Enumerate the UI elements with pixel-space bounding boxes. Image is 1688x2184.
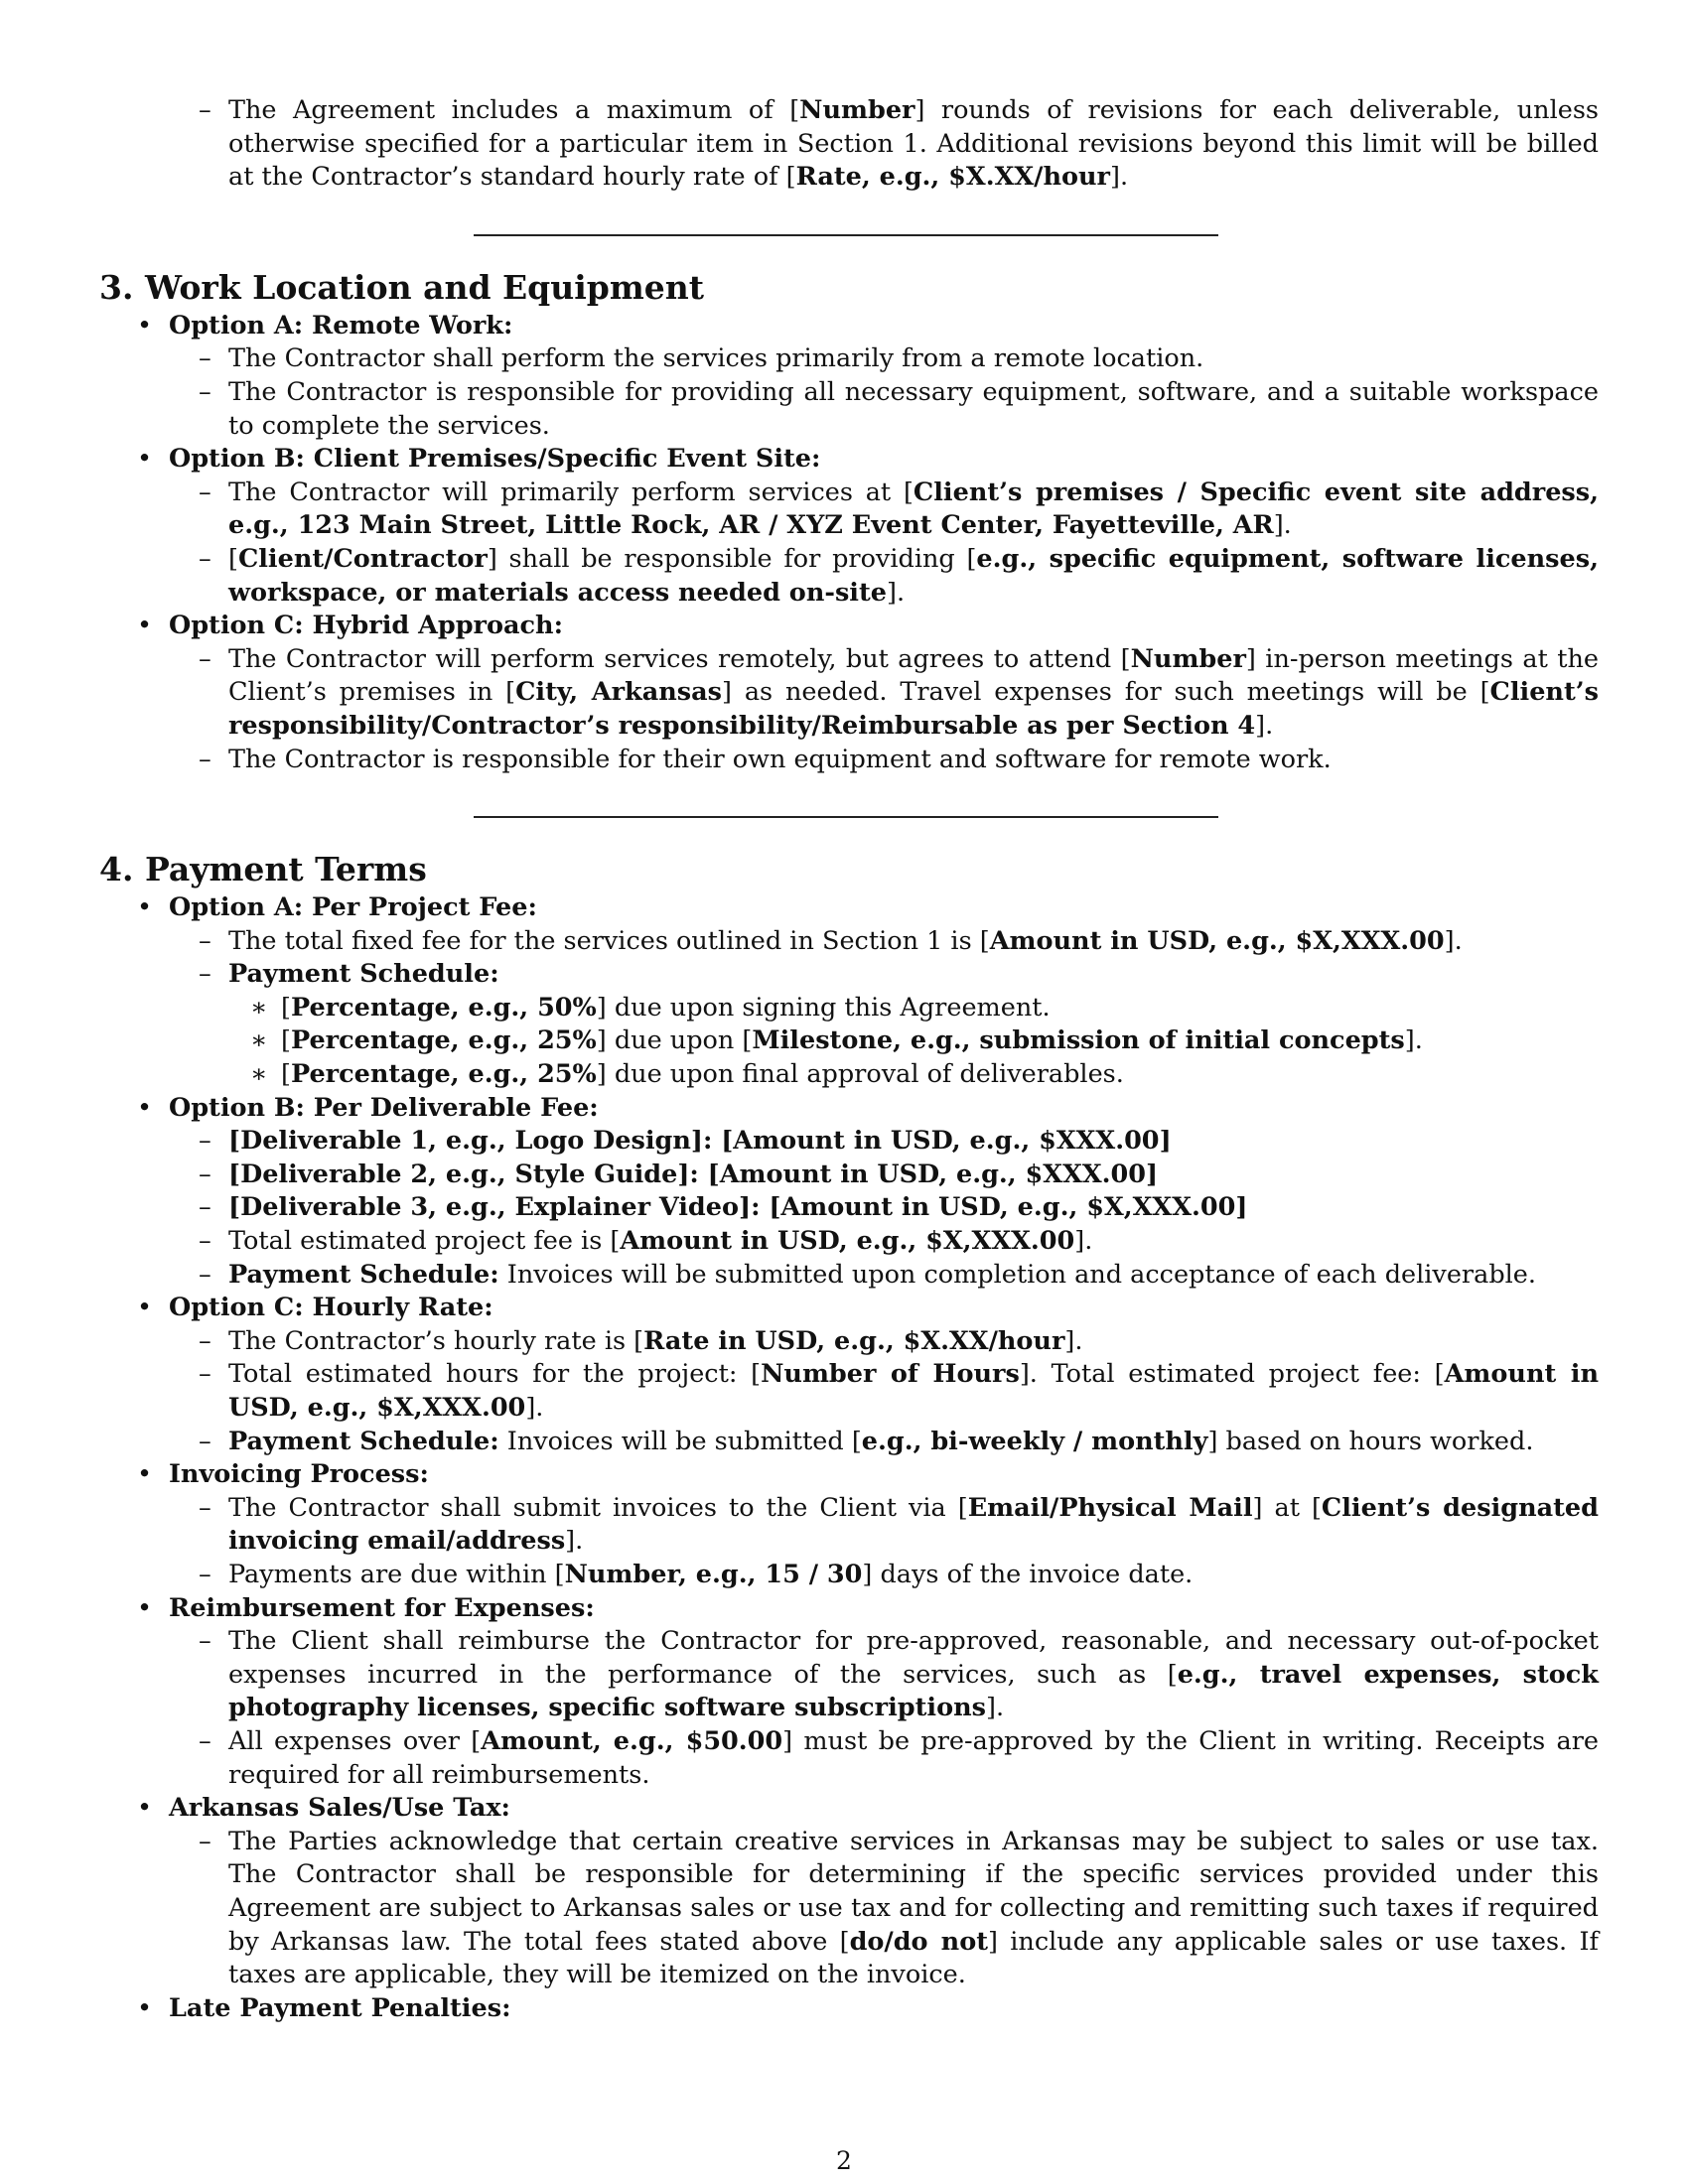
schedule-item: ∗ [Percentage, e.g., 25%] due upon [Milestone, e.g., submission of initial concepts]. [99, 1024, 1599, 1058]
reimbursement-expenses: • Reimbursement for Expenses: [99, 1592, 1599, 1626]
payment-schedule-label: – Payment Schedule: [99, 958, 1599, 992]
list-item: – Payment Schedule: Invoices will be submitted [e.g., bi-weekly / monthly] based on hours worked. [99, 1426, 1599, 1459]
list-item: – The Contractor will primarily perform services at [Client’s premises / Specific event site address, e.g., 123 Main Street, Little Rock, AR / XYZ Event Center, Fayetteville, AR]. [99, 477, 1599, 543]
option-c-hourly: • Option C: Hourly Rate: [99, 1292, 1599, 1325]
list-item: – [Client/Contractor] shall be responsible for providing [e.g., specific equipment, software licenses, workspace, or materials access needed on-site]. [99, 543, 1599, 610]
list-item: – The Contractor shall perform the services primarily from a remote location. [99, 342, 1599, 376]
late-payment-penalties: • Late Payment Penalties: [99, 1992, 1599, 2026]
list-item: – Total estimated project fee is [Amount in USD, e.g., $X,XXX.00]. [99, 1225, 1599, 1259]
list-item: – Payment Schedule: Invoices will be submitted upon completion and acceptance of each deliverable. [99, 1259, 1599, 1293]
option-a-per-project: • Option A: Per Project Fee: [99, 891, 1599, 925]
deliverable-item: – [Deliverable 1, e.g., Logo Design]: [Amount in USD, e.g., $XXX.00] [99, 1125, 1599, 1159]
section-3-heading: 3. Work Location and Equipment [99, 267, 704, 307]
list-item: – The total fixed fee for the services outlined in Section 1 is [Amount in USD, e.g., $X,XXX.00]. [99, 925, 1599, 959]
list-item: – The Client shall reimburse the Contractor for pre-approved, reasonable, and necessary out-of-pocket expenses incurred in the performance of the services, such as [e.g., travel expenses, stock photography licenses, specific software subscriptions]. [99, 1625, 1599, 1725]
invoicing-process: • Invoicing Process: [99, 1458, 1599, 1492]
section-4-heading: 4. Payment Terms [99, 850, 427, 889]
list-item: – The Contractor is responsible for their own equipment and software for remote work. [99, 744, 1599, 777]
list-item: – Payments are due within [Number, e.g., 15 / 30] days of the invoice date. [99, 1559, 1599, 1592]
page-number: 2 [836, 2146, 852, 2175]
schedule-item: ∗ [Percentage, e.g., 50%] due upon signing this Agreement. [99, 992, 1599, 1025]
option-b-client-premises: • Option B: Client Premises/Specific Event Site: [99, 443, 1599, 477]
schedule-item: ∗ [Percentage, e.g., 25%] due upon final approval of deliverables. [99, 1058, 1599, 1092]
option-b-per-deliverable: • Option B: Per Deliverable Fee: [99, 1092, 1599, 1126]
option-c-hybrid: • Option C: Hybrid Approach: [99, 610, 1599, 643]
deliverable-item: – [Deliverable 2, e.g., Style Guide]: [Amount in USD, e.g., $XXX.00] [99, 1159, 1599, 1192]
list-item: – All expenses over [Amount, e.g., $50.00] must be pre-approved by the Client in writing. Receipts are required for all reimbursements. [99, 1725, 1599, 1792]
list-item: – The Parties acknowledge that certain creative services in Arkansas may be subject to sales or use tax. The Contractor shall be responsible for determining if the specific services provided under this Agreement are subject to Arkansas sales or use tax and for collecting and remitting such taxes if required by Arkansas law. The total fees stated above [do/do not] include any applicable sales or use taxes. If taxes are applicable, they will be itemized on the invoice. [99, 1826, 1599, 1992]
list-item: – The Contractor will perform services remotely, but agrees to attend [Number] in-person meetings at the Client’s premises in [City, Arkansas] as needed. Travel expenses for such meetings will be [Client’s responsibility/Contractor’s responsibility/Reimbursable as per Section 4]. [99, 643, 1599, 744]
option-a-remote: • Option A: Remote Work: [99, 310, 1599, 343]
list-item: – The Contractor shall submit invoices to the Client via [Email/Physical Mail] at [Client’s designated invoicing email/address]. [99, 1492, 1599, 1559]
list-item: – The Contractor is responsible for providing all necessary equipment, software, and a suitable workspace to complete the services. [99, 376, 1599, 443]
page-content [99, 94, 1599, 2025]
arkansas-sales-tax: • Arkansas Sales/Use Tax: [99, 1792, 1599, 1826]
deliverable-item: – [Deliverable 3, e.g., Explainer Video]: [Amount in USD, e.g., $X,XXX.00] [99, 1191, 1599, 1225]
list-item: – The Contractor’s hourly rate is [Rate in USD, e.g., $X.XX/hour]. [99, 1325, 1599, 1359]
list-item: – Total estimated hours for the project: [Number of Hours]. Total estimated project fee: [Amount in USD, e.g., $X,XXX.00]. [99, 1358, 1599, 1425]
revisions-clause: – The Agreement includes a maximum of [Number] rounds of revisions for each deliverable, unless otherwise specified for a particular item in Section 1. Additional revisions beyond this limit will be billed at the Contractor’s standard hourly rate of [Rate, e.g., $X.XX/hour]. [99, 94, 1599, 195]
